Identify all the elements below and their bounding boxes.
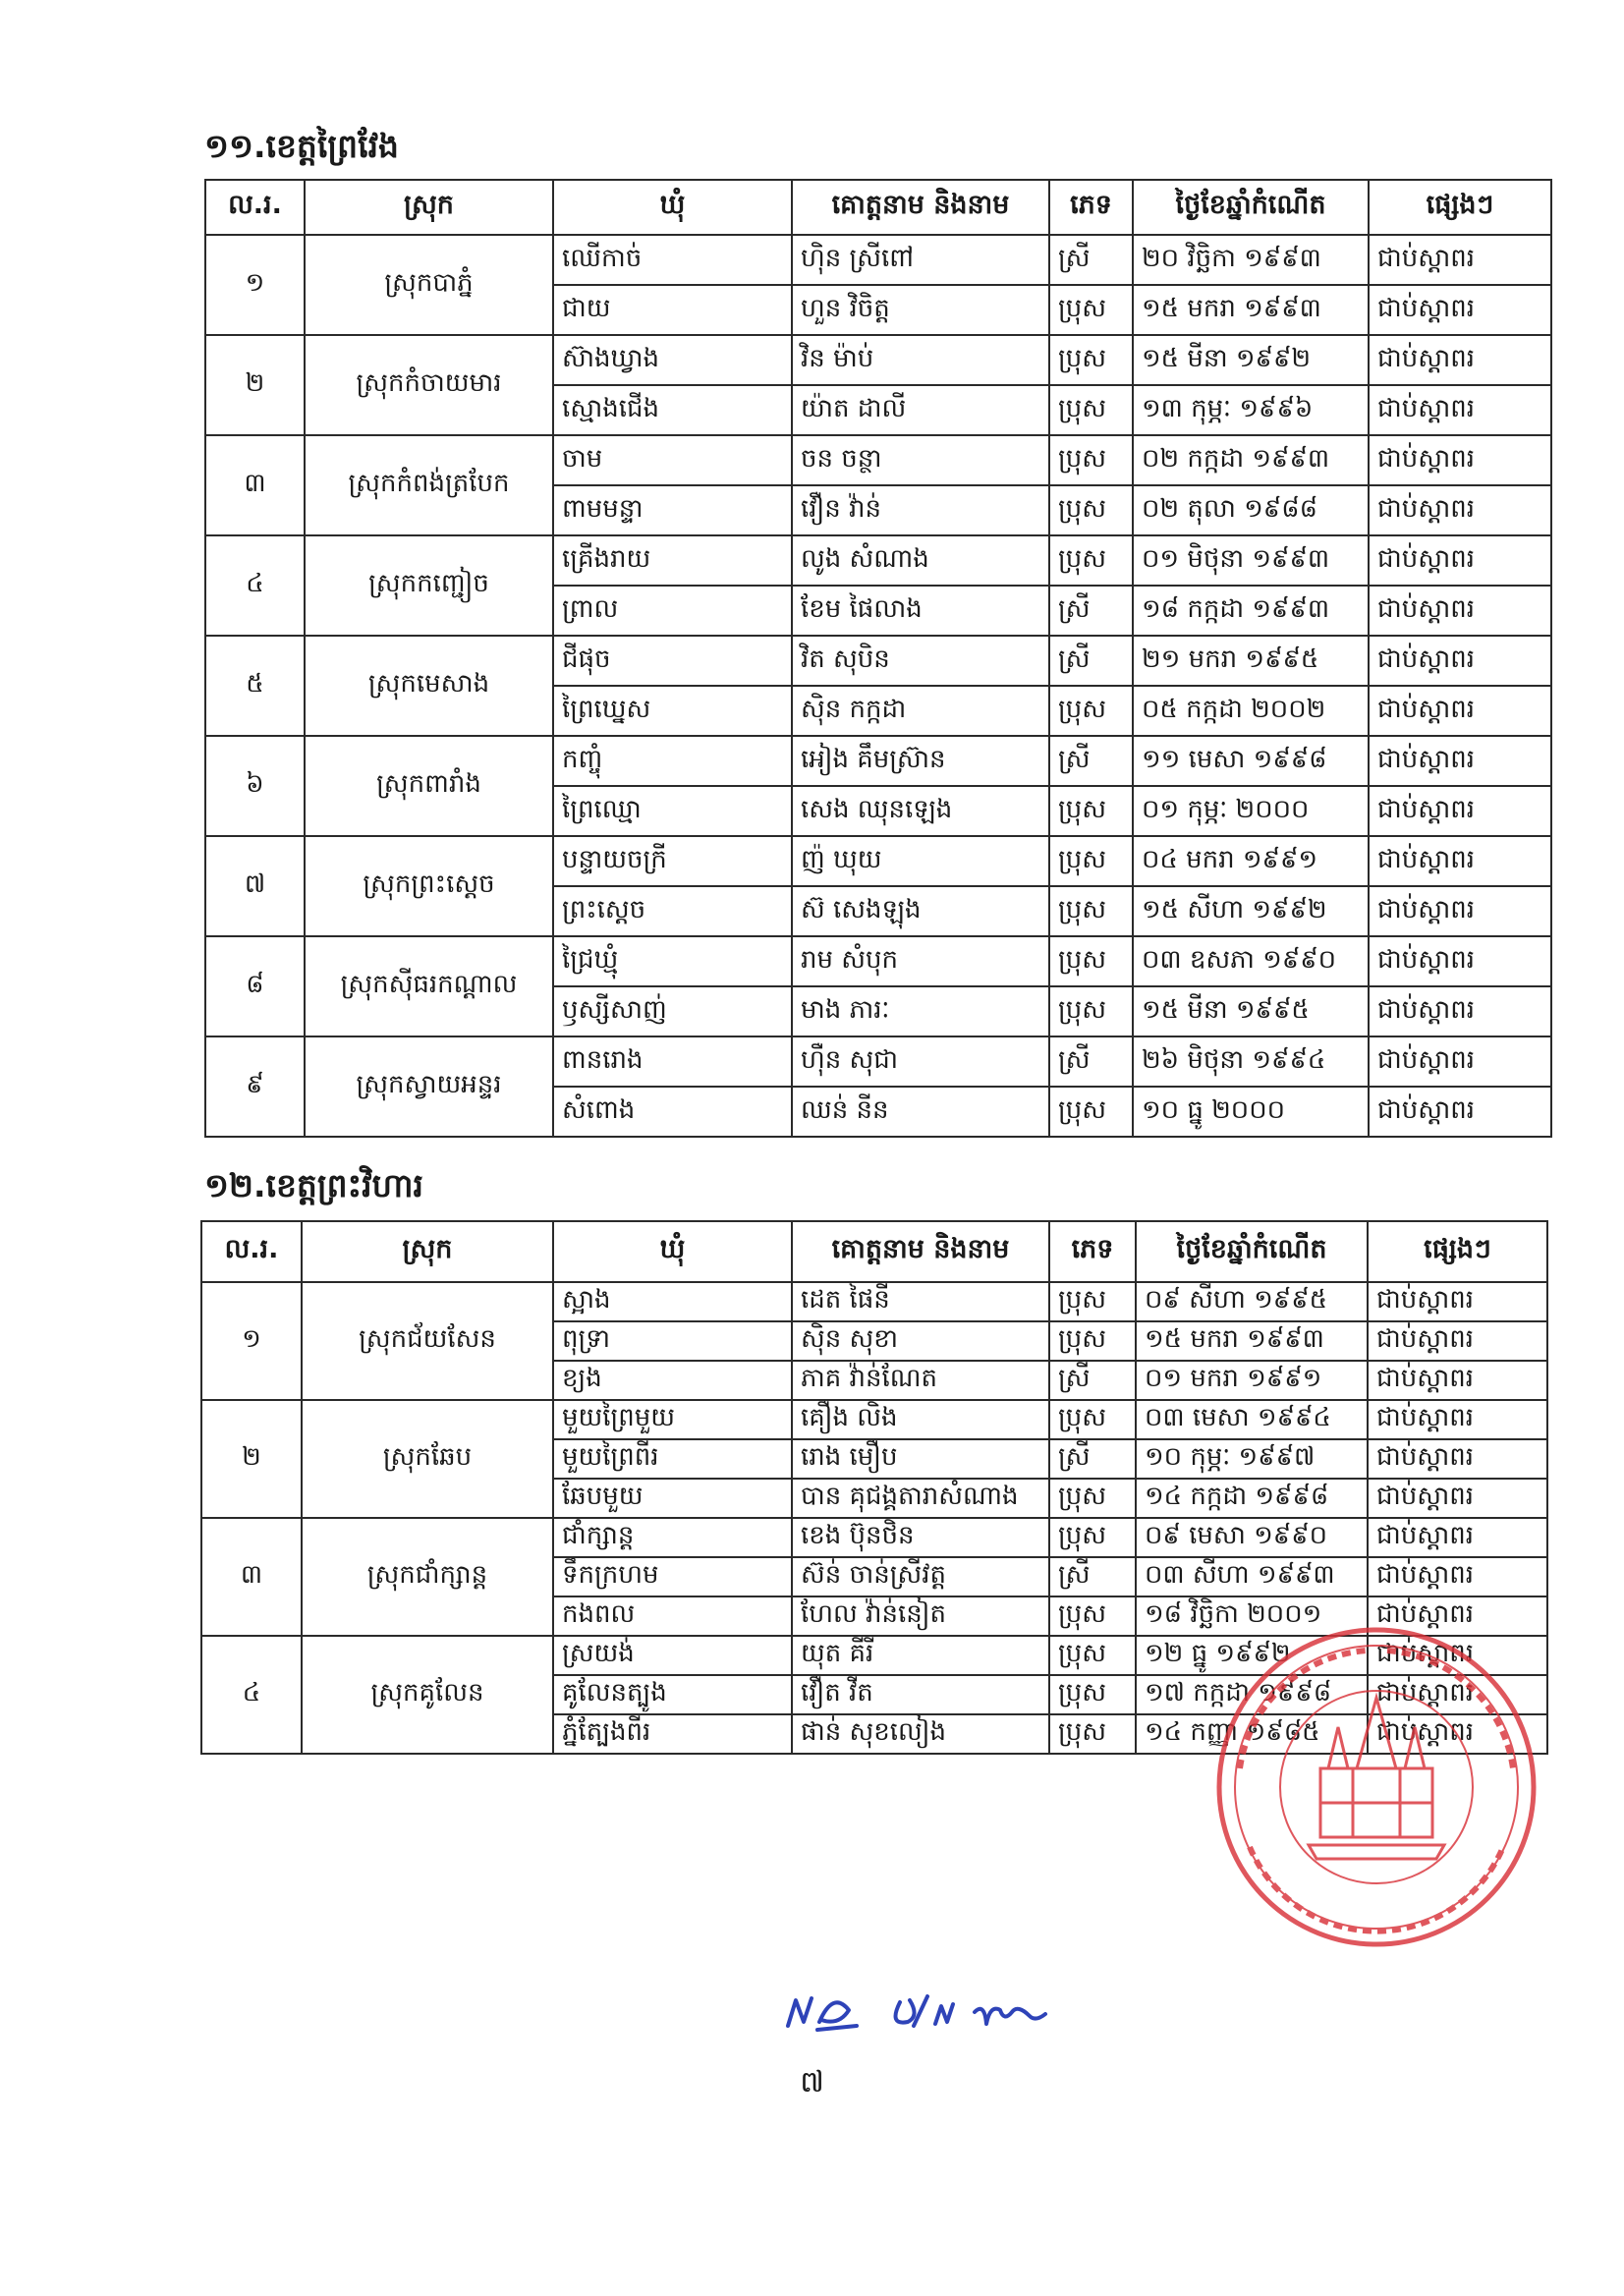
- commune-cell: ឆែបមួយ: [553, 1479, 792, 1518]
- gender-cell: ប្រុស: [1049, 1596, 1136, 1636]
- table-header-row: [201, 1221, 1547, 1282]
- name-cell: បាន គុជង្គតារាសំណាង: [792, 1479, 1049, 1518]
- name-cell: ភាគ វ៉ាន់ណែត: [792, 1361, 1049, 1400]
- dob-cell: ២១ មករា ១៩៩៥: [1133, 636, 1369, 686]
- gender-cell: ស្រី: [1049, 1036, 1133, 1087]
- other-cell: ជាប់ស្តាពរ: [1369, 435, 1551, 485]
- commune-cell: គ្រើងរាយ: [553, 535, 792, 586]
- dob-cell: ០៣ សីហា ១៩៩៣: [1136, 1557, 1368, 1596]
- other-cell: ជាប់ស្តាពរ: [1368, 1282, 1547, 1321]
- signature-mark: [935, 2004, 953, 2024]
- table-row: [205, 736, 1551, 786]
- name-cell: ស៊ន់ ចាន់ស្រីវត្ត: [792, 1557, 1049, 1596]
- gender-cell: ស្រី: [1049, 1361, 1136, 1400]
- dob-cell: ២៦ មិថុនា ១៩៩៤: [1133, 1036, 1369, 1087]
- district-cell: ស្រុកកញ្ជៀច: [305, 535, 553, 636]
- commune-cell: ឈើកាច់: [553, 235, 792, 285]
- commune-cell: ទឹកក្រហម: [553, 1557, 792, 1596]
- district-cell: ស្រុកព្រះស្តេច: [305, 836, 553, 936]
- name-cell: យុត គីរី: [792, 1636, 1049, 1675]
- table-row: [205, 235, 1551, 285]
- name-cell: លូង សំណាង: [792, 535, 1049, 586]
- commune-cell: មួយព្រៃមួយ: [553, 1400, 792, 1439]
- name-cell: ឈន់ នីន: [792, 1087, 1049, 1137]
- name-cell: វឿន វ៉ាន់: [792, 485, 1049, 535]
- col-header-name: គោត្តនាម និងនាម: [792, 1221, 1049, 1282]
- row-number: ១: [205, 235, 305, 335]
- name-cell: មាង ភារៈ: [792, 986, 1049, 1036]
- name-cell: ហ៊ឺន សុជា: [792, 1036, 1049, 1087]
- table-row: [205, 1036, 1551, 1087]
- signature-mark: [975, 2009, 1045, 2024]
- dob-cell: ១០ កុម្ភៈ ១៩៩៧: [1136, 1439, 1368, 1479]
- col-header-commune: ឃុំ: [553, 180, 792, 235]
- gender-cell: ប្រុស: [1049, 535, 1133, 586]
- dob-cell: ០២ កក្កដា ១៩៩៣: [1133, 435, 1369, 485]
- dob-cell: ១៥ សីហា ១៩៩២: [1133, 886, 1369, 936]
- dob-cell: ១៥ មករា ១៩៩៣: [1136, 1321, 1368, 1361]
- commune-cell: បន្ទាយចក្រី: [553, 836, 792, 886]
- gender-cell: ប្រុស: [1049, 1400, 1136, 1439]
- dob-cell: ០១ មិថុនា ១៩៩៣: [1133, 535, 1369, 586]
- official-seal-stamp: [1210, 1621, 1542, 1953]
- name-cell: ស៊ិន សុខា: [792, 1321, 1049, 1361]
- other-cell: ជាប់ស្តាពរ: [1368, 1518, 1547, 1557]
- name-cell: ផាន់ សុខលៀង: [792, 1714, 1049, 1754]
- commune-cell: ស្រយង់: [553, 1636, 792, 1675]
- name-cell: ញ៉ ឃុយ: [792, 836, 1049, 886]
- other-cell: ជាប់ស្តាពរ: [1369, 786, 1551, 836]
- row-number: ៦: [205, 736, 305, 836]
- commune-cell: ស្អាង: [553, 1282, 792, 1321]
- name-cell: ស៊ិន កក្កដា: [792, 686, 1049, 736]
- other-cell: ជាប់ស្តាពរ: [1369, 686, 1551, 736]
- name-cell: អៀង គឹមស្រ៊ាន: [792, 736, 1049, 786]
- table-row: [201, 1282, 1547, 1321]
- other-cell: ជាប់ស្តាពរ: [1368, 1321, 1547, 1361]
- dob-cell: ១៥ មីនា ១៩៩៥: [1133, 986, 1369, 1036]
- dob-cell: ១០ ធ្នូ ២០០០: [1133, 1087, 1369, 1137]
- dob-cell: ១៧ កក្កដា ១៩៩៨: [1136, 1675, 1368, 1714]
- dob-cell: ១៥ មីនា ១៩៩២: [1133, 335, 1369, 385]
- district-cell: ស្រុកមេសាង: [305, 636, 553, 736]
- district-cell: ស្រុកកំពង់ត្របែក: [305, 435, 553, 535]
- col-header-dob: ថ្ងៃខែឆ្នាំកំណើត: [1136, 1221, 1368, 1282]
- dob-cell: ០១ កុម្ភៈ ២០០០: [1133, 786, 1369, 836]
- name-cell: ហួន វិចិត្ត: [792, 285, 1049, 335]
- name-cell: ចន ចន្ថា: [792, 435, 1049, 485]
- gender-cell: ប្រុស: [1049, 435, 1133, 485]
- name-cell: ដេត ផៃនី: [792, 1282, 1049, 1321]
- district-cell: ស្រុកជាំក្សាន្ត: [302, 1518, 553, 1636]
- name-cell: សេង ឈុនឡេង: [792, 786, 1049, 836]
- district-cell: ស្រុកស៊ីធរកណ្តាល: [305, 936, 553, 1036]
- gender-cell: ប្រុស: [1049, 385, 1133, 435]
- district-cell: ស្រុកឆែប: [302, 1400, 553, 1518]
- commune-cell: ជាយ: [553, 285, 792, 335]
- name-cell: ហែល វ៉ាន់នៀត: [792, 1596, 1049, 1636]
- col-header-name: គោត្តនាម និងនាម: [792, 180, 1049, 235]
- signature-mark: [788, 1998, 812, 2026]
- other-cell: ជាប់ស្តាពរ: [1368, 1596, 1547, 1636]
- commune-cell: ព្រៃឈ្មោ: [553, 786, 792, 836]
- row-number: ១: [201, 1282, 302, 1400]
- table-row: [205, 836, 1551, 886]
- table-row: [205, 435, 1551, 485]
- dob-cell: ០៩ មេសា ១៩៩០: [1136, 1518, 1368, 1557]
- table-row: [205, 936, 1551, 986]
- commune-cell: ព្រៃឃ្នេស: [553, 686, 792, 736]
- row-number: ២: [205, 335, 305, 435]
- other-cell: ជាប់ស្តាពរ: [1369, 586, 1551, 636]
- dob-cell: ០១ មករា ១៩៩១: [1136, 1361, 1368, 1400]
- name-cell: យ៉ាត ដាលី: [792, 385, 1049, 435]
- gender-cell: ស្រី: [1049, 636, 1133, 686]
- dob-cell: ១៤ កញ្ញា ១៩៨៥: [1136, 1714, 1368, 1754]
- dob-cell: ០៤ មករា ១៩៩១: [1133, 836, 1369, 886]
- table-header-row: [205, 180, 1551, 235]
- row-number: ២: [201, 1400, 302, 1518]
- commune-cell: ភ្នំត្បែងពីរ: [553, 1714, 792, 1754]
- other-cell: ជាប់ស្តាពរ: [1368, 1439, 1547, 1479]
- col-header-other: ផ្សេងៗ: [1369, 180, 1551, 235]
- commune-cell: កងពល: [553, 1596, 792, 1636]
- page-number: ៧: [800, 2065, 824, 2100]
- district-cell: ស្រុកស្វាយអន្ទរ: [305, 1036, 553, 1137]
- table-row: [205, 636, 1551, 686]
- seal-icon: [1219, 1630, 1534, 1944]
- table-row: [205, 535, 1551, 586]
- col-header-district: ស្រុក: [305, 180, 553, 235]
- commune-cell: ជ្រៃឃ្មុំ: [553, 936, 792, 986]
- commune-cell: ជីផុច: [553, 636, 792, 686]
- commune-cell: ពុទ្រា: [553, 1321, 792, 1361]
- gender-cell: ប្រុស: [1049, 986, 1133, 1036]
- row-number: ៤: [205, 535, 305, 636]
- other-cell: ជាប់ស្តាពរ: [1368, 1479, 1547, 1518]
- name-cell: វិន ម៉ាប់: [792, 335, 1049, 385]
- col-header-gender: ភេទ: [1049, 1221, 1136, 1282]
- district-cell: ស្រុកកំចាយមារ: [305, 335, 553, 435]
- gender-cell: ប្រុស: [1049, 485, 1133, 535]
- other-cell: ជាប់ស្តាពរ: [1368, 1714, 1547, 1754]
- gender-cell: ស្រី: [1049, 1439, 1136, 1479]
- gender-cell: ប្រុស: [1049, 1087, 1133, 1137]
- gender-cell: ប្រុស: [1049, 936, 1133, 986]
- row-number: ៥: [205, 636, 305, 736]
- other-cell: ជាប់ស្តាពរ: [1369, 1036, 1551, 1087]
- gender-cell: ស្រី: [1049, 586, 1133, 636]
- gender-cell: ប្រុស: [1049, 1636, 1136, 1675]
- commune-cell: ស្មោងជើង: [553, 385, 792, 435]
- name-cell: រោង មឿប: [792, 1439, 1049, 1479]
- col-header-other: ផ្សេងៗ: [1368, 1221, 1547, 1282]
- gender-cell: ប្រុស: [1049, 1282, 1136, 1321]
- commune-cell: ព្រះស្តេច: [553, 886, 792, 936]
- other-cell: ជាប់ស្តាពរ: [1369, 335, 1551, 385]
- dob-cell: ០២ តុលា ១៩៨៨: [1133, 485, 1369, 535]
- row-number: ៩: [205, 1036, 305, 1137]
- other-cell: ជាប់ស្តាពរ: [1369, 986, 1551, 1036]
- dob-cell: ១១ មេសា ១៩៩៨: [1133, 736, 1369, 786]
- gender-cell: ស្រី: [1049, 1557, 1136, 1596]
- gender-cell: ស្រី: [1049, 235, 1133, 285]
- signature-initials: [782, 1983, 1077, 2042]
- name-cell: វឿត វីត: [792, 1675, 1049, 1714]
- commune-cell: គូលែនត្បូង: [553, 1675, 792, 1714]
- dob-cell: ០៩ សីហា ១៩៩៥: [1136, 1282, 1368, 1321]
- other-cell: ជាប់ស្តាពរ: [1369, 485, 1551, 535]
- other-cell: ជាប់ស្តាពរ: [1368, 1557, 1547, 1596]
- other-cell: ជាប់ស្តាពរ: [1368, 1636, 1547, 1675]
- section-heading: ១២.ខេត្តព្រះវិហារ: [204, 1166, 423, 1204]
- other-cell: ជាប់ស្តាពរ: [1369, 1087, 1551, 1137]
- other-cell: ជាប់ស្តាពរ: [1369, 535, 1551, 586]
- dob-cell: ០៣ ឧសភា ១៩៩០: [1133, 936, 1369, 986]
- dob-cell: ១៣ កុម្ភៈ ១៩៩៦: [1133, 385, 1369, 435]
- other-cell: ជាប់ស្តាពរ: [1369, 636, 1551, 686]
- district-cell: ស្រុកពារាំង: [305, 736, 553, 836]
- commune-cell: ពាមមន្ទា: [553, 485, 792, 535]
- name-cell: វិត សុបិន: [792, 636, 1049, 686]
- name-cell: ហ៊ិន ស្រីពៅ: [792, 235, 1049, 285]
- other-cell: ជាប់ស្តាពរ: [1368, 1361, 1547, 1400]
- gender-cell: ប្រុស: [1049, 886, 1133, 936]
- table-row: [201, 1518, 1547, 1557]
- commune-cell: ឫស្សីសាញ់: [553, 986, 792, 1036]
- col-header-district: ស្រុក: [302, 1221, 553, 1282]
- col-header-no: ល.រ.: [205, 180, 305, 235]
- commune-cell: ខ្យង: [553, 1361, 792, 1400]
- other-cell: ជាប់ស្តាពរ: [1369, 285, 1551, 335]
- other-cell: ជាប់ស្តាពរ: [1369, 736, 1551, 786]
- gender-cell: ប្រុស: [1049, 686, 1133, 736]
- other-cell: ជាប់ស្តាពរ: [1369, 235, 1551, 285]
- roster-table: [204, 179, 1552, 1138]
- gender-cell: ប្រុស: [1049, 285, 1133, 335]
- district-cell: ស្រុកបាភ្នំ: [305, 235, 553, 335]
- dob-cell: ១៨ កក្កដា ១៩៩៣: [1133, 586, 1369, 636]
- table-row: [201, 1400, 1547, 1439]
- commune-cell: ស៊ាងឃ្វាង: [553, 335, 792, 385]
- gender-cell: ប្រុស: [1049, 1518, 1136, 1557]
- gender-cell: ស្រី: [1049, 736, 1133, 786]
- gender-cell: ប្រុស: [1049, 836, 1133, 886]
- dob-cell: ១៤ កក្កដា ១៩៩៨: [1136, 1479, 1368, 1518]
- district-cell: ស្រុកគូលែន: [302, 1636, 553, 1754]
- other-cell: ជាប់ស្តាពរ: [1369, 936, 1551, 986]
- col-header-commune: ឃុំ: [553, 1221, 792, 1282]
- other-cell: ជាប់ស្តាពរ: [1368, 1400, 1547, 1439]
- row-number: ៤: [201, 1636, 302, 1754]
- gender-cell: ប្រុស: [1049, 335, 1133, 385]
- dob-cell: ០៥ កក្កដា ២០០២: [1133, 686, 1369, 736]
- other-cell: ជាប់ស្តាពរ: [1369, 385, 1551, 435]
- other-cell: ជាប់ស្តាពរ: [1369, 836, 1551, 886]
- commune-cell: មួយព្រៃពីរ: [553, 1439, 792, 1479]
- name-cell: ស៊ សេងឡុង: [792, 886, 1049, 936]
- other-cell: ជាប់ស្តាពរ: [1369, 886, 1551, 936]
- gender-cell: ប្រុស: [1049, 1321, 1136, 1361]
- gender-cell: ប្រុស: [1049, 1675, 1136, 1714]
- dob-cell: ១៥ មករា ១៩៩៣: [1133, 285, 1369, 335]
- col-header-dob: ថ្ងៃខែឆ្នាំកំណើត: [1133, 180, 1369, 235]
- district-cell: ស្រុកជ័យសែន: [302, 1282, 553, 1400]
- row-number: ៧: [205, 836, 305, 936]
- row-number: ៨: [205, 936, 305, 1036]
- commune-cell: ពានរោង: [553, 1036, 792, 1087]
- gender-cell: ប្រុស: [1049, 1714, 1136, 1754]
- table-row: [205, 335, 1551, 385]
- other-cell: ជាប់ស្តាពរ: [1368, 1675, 1547, 1714]
- col-header-no: ល.រ.: [201, 1221, 302, 1282]
- signature-mark: [896, 1996, 928, 2026]
- name-cell: គឿង លិង: [792, 1400, 1049, 1439]
- signature-mark: [817, 2002, 857, 2030]
- commune-cell: សំពោង: [553, 1087, 792, 1137]
- commune-cell: កញ្ចុំ: [553, 736, 792, 786]
- gender-cell: ប្រុស: [1049, 786, 1133, 836]
- gender-cell: ប្រុស: [1049, 1479, 1136, 1518]
- dob-cell: ២០ វិច្ឆិកា ១៩៩៣: [1133, 235, 1369, 285]
- name-cell: ខែម ផៃលាង: [792, 586, 1049, 636]
- name-cell: ខេង ប៊ុនថិន: [792, 1518, 1049, 1557]
- commune-cell: ព្រាល: [553, 586, 792, 636]
- row-number: ៣: [201, 1518, 302, 1636]
- table-body: [205, 235, 1551, 1137]
- name-cell: រាម សំបុក: [792, 936, 1049, 986]
- dob-cell: ០៣ មេសា ១៩៩៤: [1136, 1400, 1368, 1439]
- commune-cell: ជាំក្សាន្ត: [553, 1518, 792, 1557]
- row-number: ៣: [205, 435, 305, 535]
- commune-cell: ចាម: [553, 435, 792, 485]
- dob-cell: ១៨ វិច្ឆិកា ២០០១: [1136, 1596, 1368, 1636]
- col-header-gender: ភេទ: [1049, 180, 1133, 235]
- dob-cell: ១២ ធ្នូ ១៩៩២: [1136, 1636, 1368, 1675]
- section-heading: ១១.ខេត្តព្រៃវែង: [204, 127, 399, 165]
